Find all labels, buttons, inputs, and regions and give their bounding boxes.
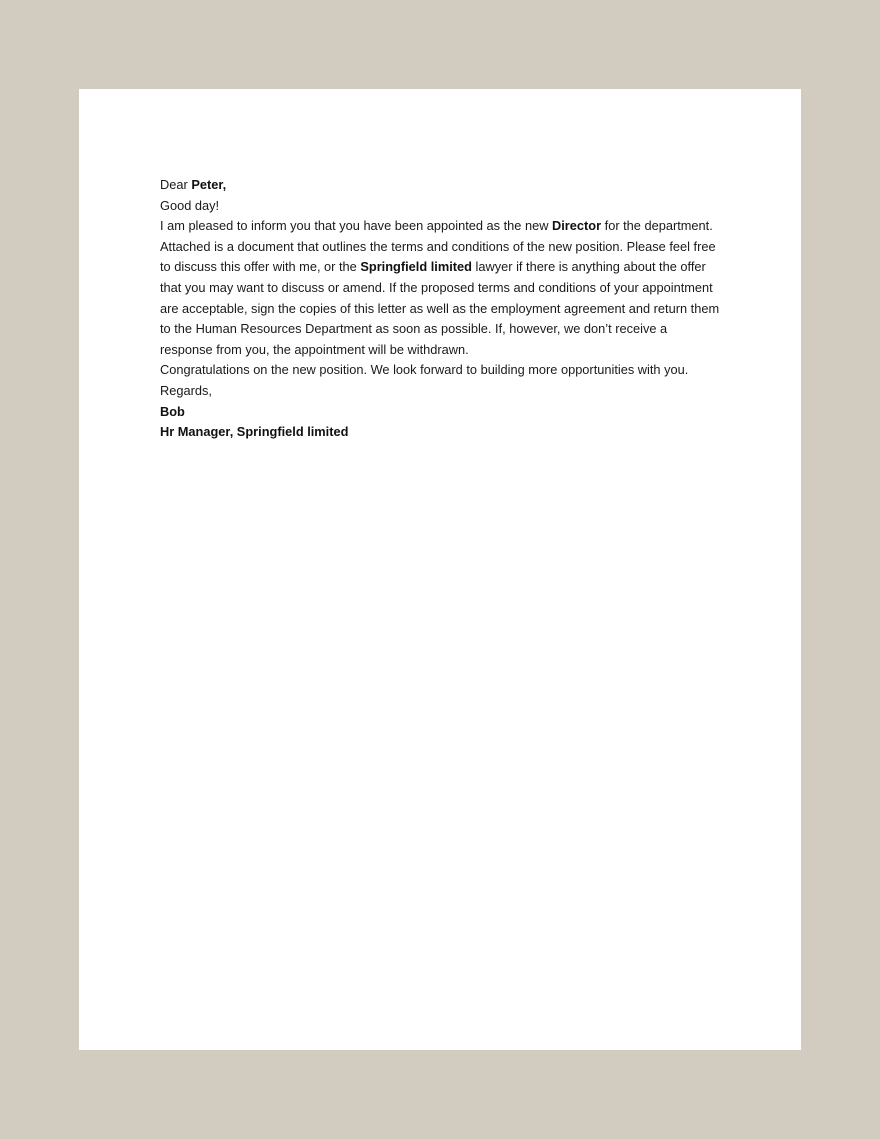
signer-name-text: Bob bbox=[160, 403, 185, 419]
signer-name bbox=[160, 402, 720, 423]
opening-line: Good day! bbox=[160, 197, 220, 213]
position-title: Director bbox=[552, 218, 602, 234]
salutation: Dear bbox=[160, 177, 188, 192]
recipient-name: Peter, bbox=[191, 177, 227, 192]
salutation-line bbox=[160, 175, 720, 196]
letter-content bbox=[160, 175, 720, 443]
body-text-2: for the department. Attached is a document that outlines the terms and conditions of the new position. Please feel free to discuss this offer with me, or the bbox=[160, 218, 716, 275]
signer-title bbox=[160, 422, 720, 443]
signer-title-text: Hr Manager, Springfield limited bbox=[160, 424, 349, 440]
body-paragraph bbox=[160, 216, 720, 360]
letter-page bbox=[79, 89, 801, 1050]
closing-paragraph: Congratulations on the new position. We look forward to building more opportunities with you. bbox=[160, 362, 689, 378]
company-name: Springfield limited bbox=[360, 259, 472, 275]
sign-off: Regards, bbox=[160, 382, 212, 398]
body-text-3: lawyer if there is anything about the offer that you may want to discuss or amend. If the proposed terms and conditions of your appointment are acceptable, sign the copies of this letter as well as the employment agreement and return them to the Human Resources Department as soon as possible. If, however, we don’t receive a response from you, the appointment will be withdrawn. bbox=[160, 259, 720, 357]
body-text-1: I am pleased to inform you that you have been appointed as the new bbox=[160, 218, 549, 234]
